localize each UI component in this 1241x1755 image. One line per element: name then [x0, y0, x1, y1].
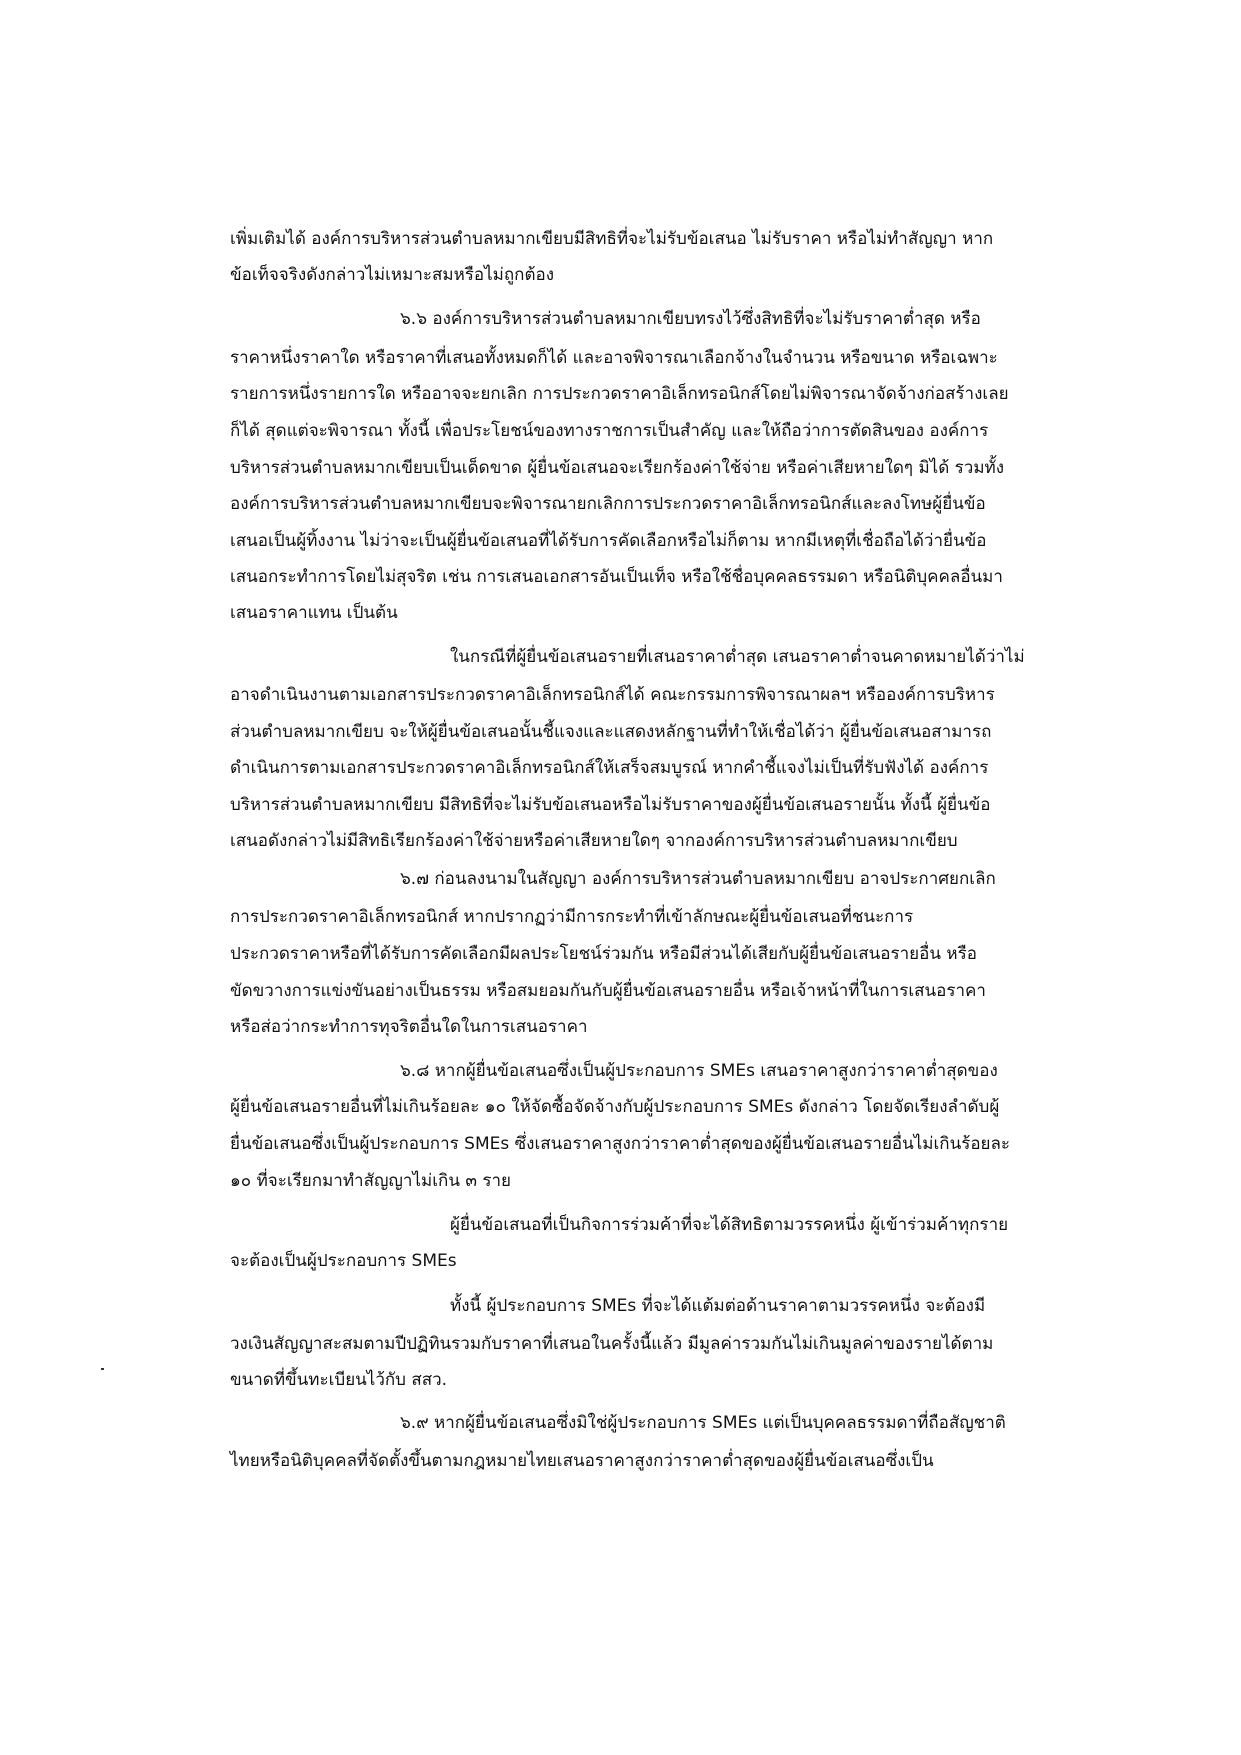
text-line: ดำเนินการตามเอกสารประกวดราคาอิเล็กทรอนิกส์ให้เสร็จสมบูรณ์ หากคำชี้แจงไม่เป็นที่รับฟังได้ องค์การ [230, 758, 989, 778]
text-line: ขนาดที่ขึ้นทะเบียนไว้กับ สสว. [230, 1370, 448, 1390]
text-line: จะต้องเป็นผู้ประกอบการ SMEs [230, 1251, 457, 1271]
text-line: เสนอดังกล่าวไม่มีสิทธิเรียกร้องค่าใช้จ่ายหรือค่าเสียหายใดๆ จากองค์การบริหารส่วนตำบลหมากเขียบ [230, 831, 958, 851]
clause-6-9-heading: ๖.๙ หากผู้ยื่นข้อเสนอซึ่งมิใช่ผู้ประกอบการ SMEs แต่เป็นบุคคลธรรมดาที่ถือสัญชาติ [400, 1413, 1006, 1433]
clause-6-8-heading: ๖.๘ หากผู้ยื่นข้อเสนอซึ่งเป็นผู้ประกอบการ SMEs เสนอราคาสูงกว่าราคาต่ำสุดของ [400, 1061, 998, 1081]
text-line: อาจดำเนินงานตามเอกสารประกวดราคาอิเล็กทรอนิกส์ได้ คณะกรรมการพิจารณาผลฯ หรือองค์การบริหาร [230, 685, 995, 705]
text-line: ส่วนตำบลหมากเขียบ จะให้ผู้ยื่นข้อเสนอนั้นชี้แจงและแสดงหลักฐานที่ทำให้เชื่อได้ว่า ผู้ยื่นข้อเสนอสามารถ [230, 722, 992, 742]
text-line: ก็ได้ สุดแต่จะพิจารณา ทั้งนี้ เพื่อประโยชน์ของทางราชการเป็นสำคัญ และให้ถือว่าการตัดสินของ องค์การ [230, 421, 989, 441]
text-line: หรือส่อว่ากระทำการทุจริตอื่นใดในการเสนอราคา [230, 1017, 588, 1037]
text-line: เพิ่มเติมได้ องค์การบริหารส่วนตำบลหมากเขียบมีสิทธิที่จะไม่รับข้อเสนอ ไม่รับราคา หรือไม่ทำสัญญา หาก [230, 229, 994, 249]
text-line: รายการหนึ่งรายการใด หรืออาจจะยกเลิก การประกวดราคาอิเล็กทรอนิกส์โดยไม่พิจารณาจัดจ้างก่อสร้างเลย [230, 384, 1009, 404]
scan-speck [101, 1368, 104, 1370]
clause-6-6-heading: ๖.๖ องค์การบริหารส่วนตำบลหมากเขียบทรงไว้ซึ่งสิทธิที่จะไม่รับราคาต่ำสุด หรือ [400, 309, 981, 329]
text-line: ราคาหนึ่งราคาใด หรือราคาที่เสนอทั้งหมดก็ได้ และอาจพิจารณาเลือกจ้างในจำนวน หรือขนาด หรือเฉพาะ [230, 348, 998, 368]
text-line: ในกรณีที่ผู้ยื่นข้อเสนอรายที่เสนอราคาต่ำสุด เสนอราคาต่ำจนคาดหมายได้ว่าไม่ [450, 647, 1025, 667]
text-line: ผู้ยื่นข้อเสนอที่เป็นกิจการร่วมค้าที่จะได้สิทธิตามวรรคหนึ่ง ผู้เข้าร่วมค้าทุกราย [450, 1215, 1009, 1235]
text-line: เสนอกระทำการโดยไม่สุจริต เช่น การเสนอเอกสารอันเป็นเท็จ หรือใช้ชื่อบุคคลธรรมดา หรือนิติบุคคลอื่นมา [230, 567, 1003, 587]
text-line: เสนอเป็นผู้ทิ้งงาน ไม่ว่าจะเป็นผู้ยื่นข้อเสนอที่ได้รับการคัดเลือกหรือไม่ก็ตาม หากมีเหตุที่เชื่อถือได้ว่ายื่นข้อ [230, 531, 987, 551]
text-line: เสนอราคาแทน เป็นต้น [230, 603, 398, 623]
text-line: ไทยหรือนิติบุคคลที่จัดตั้งขึ้นตามกฎหมายไทยเสนอราคาสูงกว่าราคาต่ำสุดของผู้ยื่นข้อเสนอซึ่งเป็น [230, 1451, 934, 1471]
text-line: ทั้งนี้ ผู้ประกอบการ SMEs ที่จะได้แต้มต่อด้านราคาตามวรรคหนึ่ง จะต้องมี [450, 1296, 986, 1316]
text-line: บริหารส่วนตำบลหมากเขียบ มีสิทธิที่จะไม่รับข้อเสนอหรือไม่รับราคาของผู้ยื่นข้อเสนอรายนั้น ทั้งนี้ ผู้ยื่นข้อ [230, 795, 991, 815]
text-line: ยื่นข้อเสนอซึ่งเป็นผู้ประกอบการ SMEs ซึ่งเสนอราคาสูงกว่าราคาต่ำสุดของผู้ยื่นข้อเสนอรายอื่นไม่เกินร้อยละ [230, 1134, 1011, 1154]
text-line: ๑๐ ที่จะเรียกมาทำสัญญาไม่เกิน ๓ ราย [230, 1171, 512, 1191]
text-line: การประกวดราคาอิเล็กทรอนิกส์ หากปรากฏว่ามีการกระทำที่เข้าลักษณะผู้ยื่นข้อเสนอที่ชนะการ [230, 907, 914, 927]
text-line: บริหารส่วนตำบลหมากเขียบเป็นเด็ดขาด ผู้ยื่นข้อเสนอจะเรียกร้องค่าใช้จ่าย หรือค่าเสียหายใดๆ มิได้ รวมทั้ง [230, 458, 1005, 478]
text-line: องค์การบริหารส่วนตำบลหมากเขียบจะพิจารณายกเลิกการประกวดราคาอิเล็กทรอนิกส์และลงโทษผู้ยื่นข้อ [230, 494, 986, 514]
text-line: ผู้ยื่นข้อเสนอรายอื่นที่ไม่เกินร้อยละ ๑๐ ให้จัดซื้อจัดจ้างกับผู้ประกอบการ SMEs ดังกล่าว โดยจัดเรียงลำดับผู้ [230, 1097, 1000, 1117]
clause-6-7-heading: ๖.๗ ก่อนลงนามในสัญญา องค์การบริหารส่วนตำบลหมากเขียบ อาจประกาศยกเลิก [400, 869, 996, 889]
text-line: วงเงินสัญญาสะสมตามปีปฏิทินรวมกับราคาที่เสนอในครั้งนี้แล้ว มีมูลค่ารวมกันไม่เกินมูลค่าของรายได้ตาม [230, 1334, 994, 1354]
text-line: ขัดขวางการแข่งขันอย่างเป็นธรรม หรือสมยอมกันกับผู้ยื่นข้อเสนอรายอื่น หรือเจ้าหน้าที่ในการเสนอราคา [230, 981, 986, 1001]
text-line: ข้อเท็จจริงดังกล่าวไม่เหมาะสมหรือไม่ถูกต้อง [230, 265, 555, 285]
text-line: ประกวดราคาหรือที่ได้รับการคัดเลือกมีผลประโยชน์ร่วมกัน หรือมีส่วนได้เสียกับผู้ยื่นข้อเสนอรายอื่น หรือ [230, 944, 977, 964]
